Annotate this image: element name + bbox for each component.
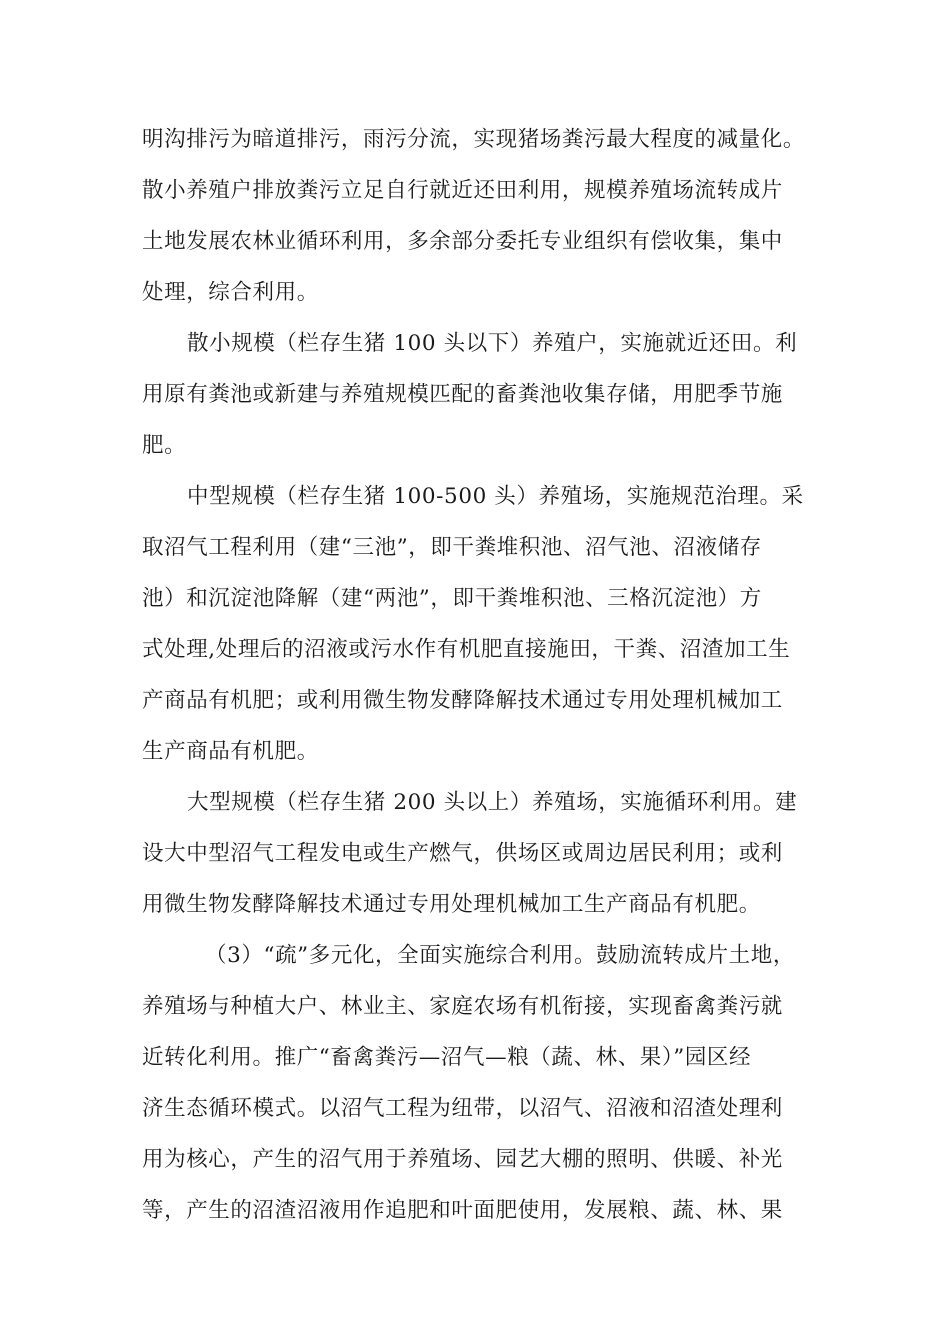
text-line: 肥。 — [142, 433, 187, 458]
text-line: 明沟排污为暗道排污，雨污分流，实现猪场粪污最大程度的减量化。 — [142, 127, 806, 152]
text-line: 取沼气工程利用（建“三池”，即干粪堆积池、沼气池、沼液储存 — [142, 535, 762, 560]
text-line: 近转化利用。推广“畜禽粪污—沼气—粮（蔬、林、果）”园区经 — [142, 1045, 752, 1070]
paragraph-first-line: （3）“疏”多元化，全面实施综合利用。鼓励流转成片土地， — [205, 943, 795, 968]
text-line: 养殖场与种植大户、林业主、家庭农场有机衔接，实现畜禽粪污就 — [142, 994, 783, 1019]
text-line: 池）和沉淀池降解（建“两池”，即干粪堆积池、三格沉淀池）方 — [142, 586, 762, 611]
text-line: 生产商品有机肥。 — [142, 739, 319, 764]
text-line: 土地发展农林业循环利用，多余部分委托专业组织有偿收集，集中 — [142, 229, 783, 254]
text-line: 处理，综合利用。 — [142, 280, 319, 305]
text-line: 济生态循环模式。以沼气工程为纽带，以沼气、沼液和沼渣处理利 — [142, 1096, 783, 1121]
text-line: 设大中型沼气工程发电或生产燃气，供场区或周边居民利用；或利 — [142, 841, 783, 866]
text-line: 等，产生的沼渣沼液用作追肥和叶面肥使用，发展粮、蔬、林、果 — [142, 1198, 783, 1223]
text-line: 散小养殖户排放粪污立足自行就近还田利用，规模养殖场流转成片 — [142, 178, 783, 203]
text-line: 用原有粪池或新建与养殖规模匹配的畜粪池收集存储，用肥季节施 — [142, 382, 783, 407]
text-line: 式处理,处理后的沼液或污水作有机肥直接施田，干粪、沼渣加工生 — [142, 637, 791, 662]
paragraph-first-line: 中型规模（栏存生猪 100-500 头）养殖场，实施规范治理。采 — [187, 484, 804, 509]
paragraph-first-line: 大型规模（栏存生猪 200 头以上）养殖场，实施循环利用。建 — [187, 790, 798, 815]
text-line: 产商品有机肥；或利用微生物发酵降解技术通过专用处理机械加工 — [142, 688, 783, 713]
paragraph-first-line: 散小规模（栏存生猪 100 头以下）养殖户，实施就近还田。利 — [187, 331, 798, 356]
text-line: 用微生物发酵降解技术通过专用处理机械加工生产商品有机肥。 — [142, 892, 761, 917]
text-line: 用为核心，产生的沼气用于养殖场、园艺大棚的照明、供暖、补光 — [142, 1147, 783, 1172]
